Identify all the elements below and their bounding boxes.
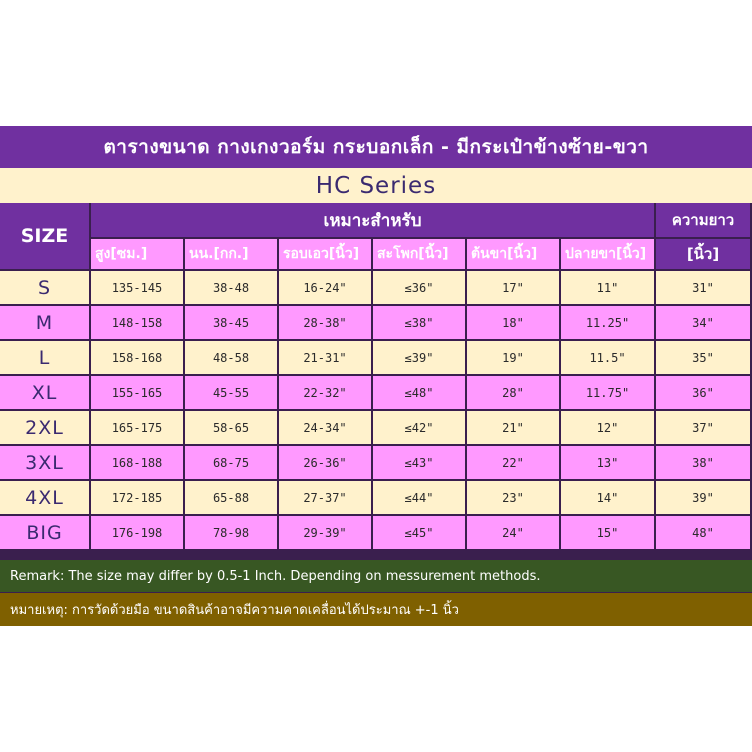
height-cell: 148-158 xyxy=(91,306,185,341)
length-cell: 38" xyxy=(656,446,752,481)
height-cell: 158-168 xyxy=(91,341,185,376)
table-row xyxy=(0,271,752,306)
length-cell: 39" xyxy=(656,481,752,516)
hip-column-header: สะโพก[นิ้ว] xyxy=(373,239,467,271)
remark-note: Remark: The size may differ by 0.5-1 Inch. Depending on messurement methods. xyxy=(0,560,752,592)
hem-cell: 11.25" xyxy=(561,306,656,341)
waist-cell: 28-38" xyxy=(279,306,373,341)
hip-cell: ≤48" xyxy=(373,376,467,411)
size-chart xyxy=(0,126,752,626)
thigh-cell: 22" xyxy=(467,446,561,481)
thigh-cell: 18" xyxy=(467,306,561,341)
hip-cell: ≤38" xyxy=(373,306,467,341)
height-cell: 176-198 xyxy=(91,516,185,551)
waist-cell: 26-36" xyxy=(279,446,373,481)
weight-cell: 78-98 xyxy=(185,516,279,551)
length-cell: 35" xyxy=(656,341,752,376)
waist-cell: 22-32" xyxy=(279,376,373,411)
table-row xyxy=(0,306,752,341)
hem-cell: 13" xyxy=(561,446,656,481)
waist-cell: 29-39" xyxy=(279,516,373,551)
length-cell: 34" xyxy=(656,306,752,341)
weight-cell: 38-45 xyxy=(185,306,279,341)
size-cell: S xyxy=(0,271,91,306)
size-table xyxy=(0,203,752,551)
length-cell: 37" xyxy=(656,411,752,446)
hip-cell: ≤43" xyxy=(373,446,467,481)
weight-cell: 68-75 xyxy=(185,446,279,481)
weight-column-header: นน.[กก.] xyxy=(185,239,279,271)
size-cell: BIG xyxy=(0,516,91,551)
series-title: HC Series xyxy=(0,168,752,203)
hip-cell: ≤45" xyxy=(373,516,467,551)
size-cell: 2XL xyxy=(0,411,91,446)
height-cell: 168-188 xyxy=(91,446,185,481)
thigh-column-header: ต้นขา[นิ้ว] xyxy=(467,239,561,271)
hip-cell: ≤44" xyxy=(373,481,467,516)
hem-cell: 11.5" xyxy=(561,341,656,376)
weight-cell: 45-55 xyxy=(185,376,279,411)
table-row xyxy=(0,516,752,551)
table-row xyxy=(0,446,752,481)
hem-cell: 11.75" xyxy=(561,376,656,411)
waist-cell: 21-31" xyxy=(279,341,373,376)
thigh-cell: 28" xyxy=(467,376,561,411)
weight-cell: 58-65 xyxy=(185,411,279,446)
height-cell: 155-165 xyxy=(91,376,185,411)
hip-cell: ≤39" xyxy=(373,341,467,376)
size-cell: XL xyxy=(0,376,91,411)
height-cell: 135-145 xyxy=(91,271,185,306)
fit-for-header: เหมาะสำหรับ xyxy=(91,203,656,239)
length-cell: 48" xyxy=(656,516,752,551)
size-cell: M xyxy=(0,306,91,341)
thigh-cell: 17" xyxy=(467,271,561,306)
hem-cell: 11" xyxy=(561,271,656,306)
hem-column-header: ปลายขา[นิ้ว] xyxy=(561,239,656,271)
length-cell: 31" xyxy=(656,271,752,306)
waist-cell: 16-24" xyxy=(279,271,373,306)
hip-cell: ≤36" xyxy=(373,271,467,306)
weight-cell: 38-48 xyxy=(185,271,279,306)
thigh-cell: 24" xyxy=(467,516,561,551)
length-unit-header: [นิ้ว] xyxy=(656,239,752,271)
waist-cell: 24-34" xyxy=(279,411,373,446)
size-cell: 3XL xyxy=(0,446,91,481)
size-cell: 4XL xyxy=(0,481,91,516)
thigh-cell: 19" xyxy=(467,341,561,376)
length-cell: 36" xyxy=(656,376,752,411)
height-column-header: สูง[ซม.] xyxy=(91,239,185,271)
waist-cell: 27-37" xyxy=(279,481,373,516)
table-row xyxy=(0,481,752,516)
size-cell: L xyxy=(0,341,91,376)
height-cell: 172-185 xyxy=(91,481,185,516)
hip-cell: ≤42" xyxy=(373,411,467,446)
weight-cell: 65-88 xyxy=(185,481,279,516)
hem-cell: 14" xyxy=(561,481,656,516)
length-header: ความยาว xyxy=(656,203,752,239)
waist-column-header: รอบเอว[นิ้ว] xyxy=(279,239,373,271)
size-header: SIZE xyxy=(0,203,91,271)
table-row xyxy=(0,411,752,446)
chart-title: ตารางขนาด กางเกงวอร์ม กระบอกเล็ก - มีกระเป๋าข้างซ้าย-ขวา xyxy=(0,126,752,168)
weight-cell: 48-58 xyxy=(185,341,279,376)
height-cell: 165-175 xyxy=(91,411,185,446)
hem-cell: 15" xyxy=(561,516,656,551)
table-row xyxy=(0,376,752,411)
thigh-cell: 23" xyxy=(467,481,561,516)
thai-note: หมายเหตุ: การวัดด้วยมือ ขนาดสินค้าอาจมีความคาดเคลื่อนได้ประมาณ +-1 นิ้ว xyxy=(0,593,752,626)
thigh-cell: 21" xyxy=(467,411,561,446)
table-row xyxy=(0,341,752,376)
hem-cell: 12" xyxy=(561,411,656,446)
